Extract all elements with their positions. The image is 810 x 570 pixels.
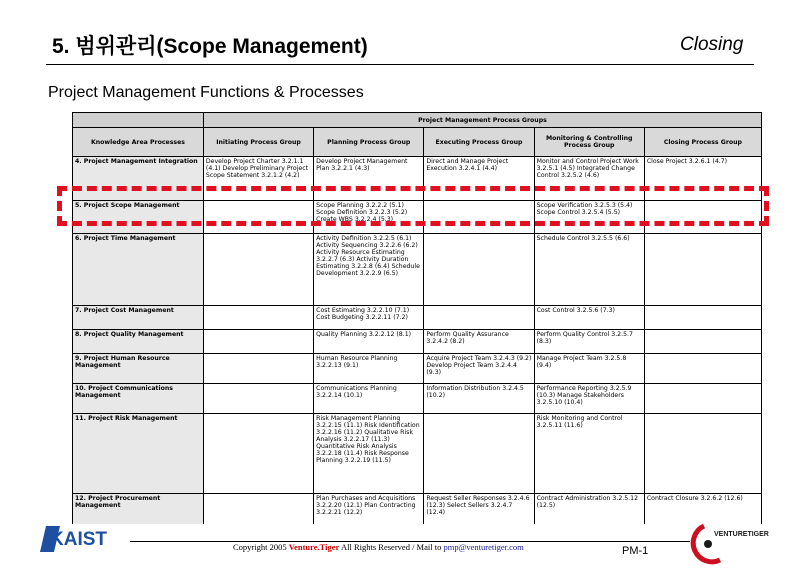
table-cell	[644, 354, 761, 384]
table-cell	[644, 234, 761, 306]
table-cell: Acquire Project Team 3.2.4.3 (9.2) Develop Project Team 3.2.4.4 (9.3)	[424, 354, 534, 384]
table-cell: Perform Quality Assurance 3.2.4.2 (8.2)	[424, 330, 534, 354]
knowledge-area: 5. Project Scope Management	[73, 201, 204, 234]
table-cell: Manage Project Team 3.2.5.8 (9.4)	[534, 354, 644, 384]
knowledge-area: 9. Project Human Resource Management	[73, 354, 204, 384]
table-cell: Scope Verification 3.2.5.3 (5.4) Scope Control 3.2.5.4 (5.5)	[534, 201, 644, 234]
table-cell: Quality Planning 3.2.2.12 (8.1)	[314, 330, 424, 354]
table-cell	[203, 384, 313, 414]
table-cell	[644, 306, 761, 330]
table-row	[73, 330, 762, 354]
closing-label: Closing	[680, 34, 744, 55]
table-cell: Information Distribution 3.2.4.5 (10.2)	[424, 384, 534, 414]
title-divider	[46, 64, 754, 65]
table-cell	[203, 306, 313, 330]
table-row	[73, 414, 762, 494]
table-row	[73, 354, 762, 384]
venturetiger-logo	[690, 520, 770, 566]
knowledge-area: 12. Project Procurement Management	[73, 494, 204, 525]
group-monitoring: Monitoring & Controlling Process Group	[534, 128, 644, 157]
table-cell: Communications Planning 3.2.2.14 (10.1)	[314, 384, 424, 414]
group-planning: Planning Process Group	[314, 128, 424, 157]
table-cell	[424, 306, 534, 330]
scope-row-highlight	[57, 186, 769, 226]
knowledge-area: 8. Project Quality Management	[73, 330, 204, 354]
group-initiating: Initiating Process Group	[203, 128, 313, 157]
table-corner-blank	[73, 113, 204, 128]
table-cell	[424, 234, 534, 306]
table-cell: Develop Project Management Plan 3.2.2.1 (4.3)	[314, 157, 424, 201]
knowledge-area: 11. Project Risk Management	[73, 414, 204, 494]
table-cell: Human Resource Planning 3.2.2.13 (9.1)	[314, 354, 424, 384]
process-groups-table	[72, 112, 762, 524]
table-cell: Direct and Manage Project Execution 3.2.4.1 (4.4)	[424, 157, 534, 201]
copyright-mid: All Rights Reserved / Mail to	[339, 542, 444, 552]
group-executing: Executing Process Group	[424, 128, 534, 157]
table-cell: Cost Estimating 3.2.2.10 (7.1) Cost Budgeting 3.2.2.11 (7.2)	[314, 306, 424, 330]
table-row	[73, 234, 762, 306]
table-cell: Risk Monitoring and Control 3.2.5.11 (11.6)	[534, 414, 644, 494]
knowledge-area: 7. Project Cost Management	[73, 306, 204, 330]
page-title: 5. 범위관리(Scope Management)	[52, 35, 368, 58]
knowledge-area: 10. Project Communications Management	[73, 384, 204, 414]
table-cell: Develop Project Charter 3.2.1.1 (4.1) Develop Preliminary Project Scope Statement 3.2.1.2 (4.2)	[203, 157, 313, 201]
table-cell: Performance Reporting 3.2.5.9 (10.3) Manage Stakeholders 3.2.5.10 (10.4)	[534, 384, 644, 414]
group-closing: Closing Process Group	[644, 128, 761, 157]
table-cell: Monitor and Control Project Work 3.2.5.1 (4.5) Integrated Change Control 3.2.5.2 (4.6)	[534, 157, 644, 201]
table-cell	[424, 414, 534, 494]
table-cell	[203, 330, 313, 354]
venturetiger-logo-text: VENTURETIGER	[714, 531, 769, 538]
table-cell: Schedule Control 3.2.5.5 (6.6)	[534, 234, 644, 306]
table-cell: Activity Definition 3.2.2.5 (6.1) Activity Sequencing 3.2.2.6 (6.2) Activity Resource Estimating 3.2.2.7 (6.3) Activity Duration Estimating 3.2.2.8 (6.4) Schedule Development 3.2.2.9 (6.5)	[314, 234, 424, 306]
table-cell: Plan Purchases and Acquisitions 3.2.2.20 (12.1) Plan Contracting 3.2.2.21 (12.2)	[314, 494, 424, 525]
table-cell	[203, 354, 313, 384]
table-cell	[203, 494, 313, 525]
contact-mail-link[interactable]: pmp@venturetiger.com	[443, 542, 524, 552]
table-cell	[203, 414, 313, 494]
kaist-logo-text: KAIST	[50, 529, 107, 550]
table-cell	[644, 384, 761, 414]
process-table	[72, 112, 762, 524]
knowledge-area: 4. Project Management Integration	[73, 157, 204, 201]
corner-label: Knowledge Area Processes	[73, 128, 204, 157]
table-cell: Contract Closure 3.2.6.2 (12.6)	[644, 494, 761, 525]
table-cell	[644, 414, 761, 494]
table-title: Project Management Process Groups	[203, 113, 761, 128]
table-cell: Close Project 3.2.6.1 (4.7)	[644, 157, 761, 201]
section-subtitle: Project Management Functions & Processes	[48, 84, 364, 101]
logo-dot-icon	[704, 540, 712, 548]
table-cell: Perform Quality Control 3.2.5.7 (8.3)	[534, 330, 644, 354]
kaist-logo	[40, 526, 122, 552]
page-number: PM-1	[622, 545, 649, 557]
copyright-prefix: Copyright 2005	[233, 542, 289, 552]
table-cell: Risk Management Planning 3.2.2.15 (11.1) Risk Identification 3.2.2.16 (11.2) Qualitative Risk Analysis 3.2.2.17 (11.3) Quantitative Risk Analysis 3.2.2.18 (11.4) Risk Response Planning 3.2.2.19 (11.5)	[314, 414, 424, 494]
table-row	[73, 494, 762, 525]
table-cell: Scope Planning 3.2.2.2 (5.1) Scope Definition 3.2.2.3 (5.2) Create WBS 3.2.2.4 (5.3)	[314, 201, 424, 234]
knowledge-area: 6. Project Time Management	[73, 234, 204, 306]
table-cell: Request Seller Responses 3.2.4.6 (12.3) Select Sellers 3.2.4.7 (12.4)	[424, 494, 534, 525]
table-row	[73, 306, 762, 330]
copyright-brand: Venture.Tiger	[288, 542, 340, 552]
table-cell	[644, 330, 761, 354]
table-cell: Contract Administration 3.2.5.12 (12.5)	[534, 494, 644, 525]
table-row	[73, 384, 762, 414]
copyright-notice	[233, 542, 524, 552]
table-cell	[203, 234, 313, 306]
table-cell: Cost Control 3.2.5.6 (7.3)	[534, 306, 644, 330]
